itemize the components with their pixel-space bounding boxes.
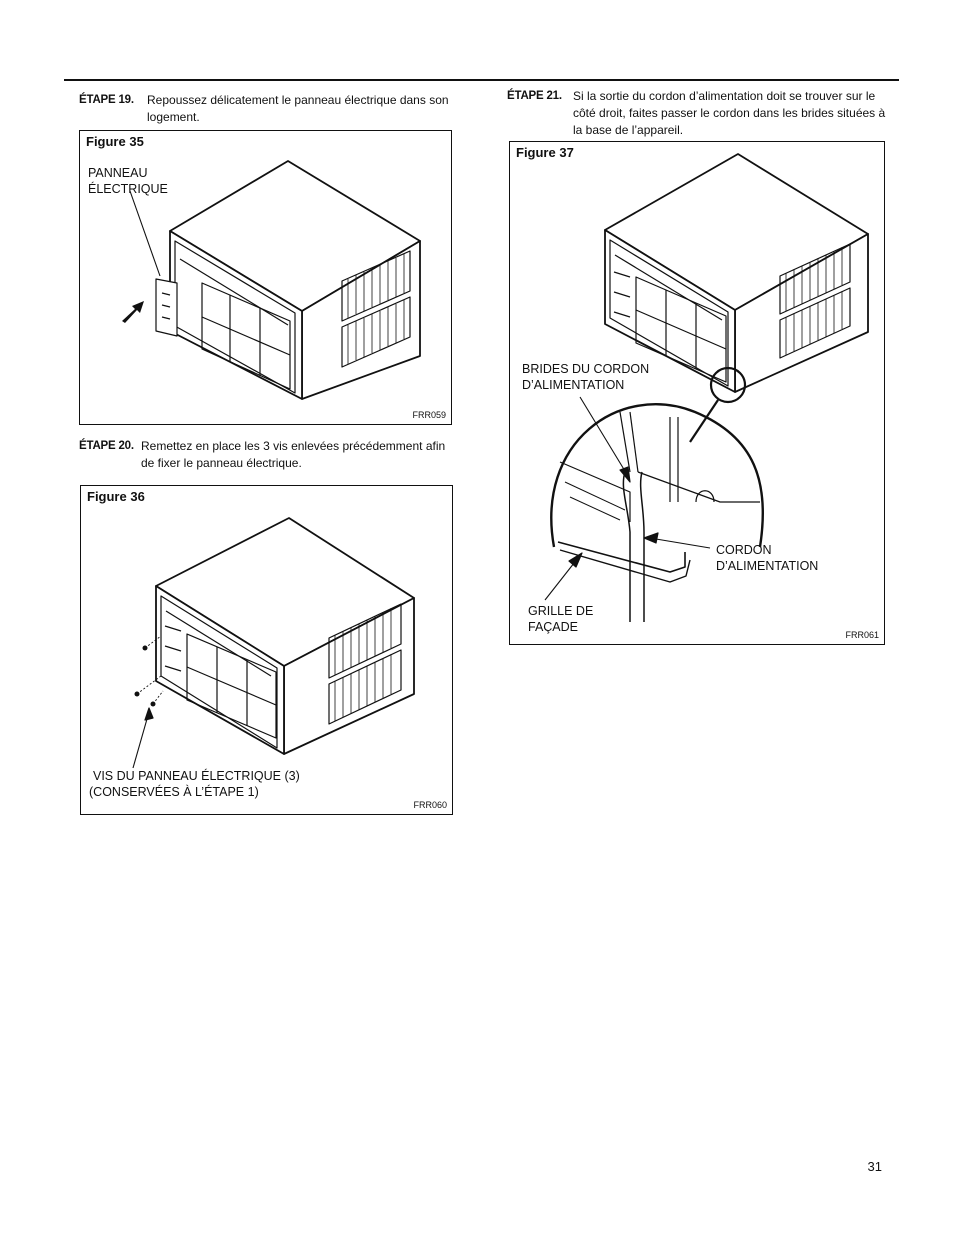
header-rule (64, 79, 899, 81)
figure-title: Figure 36 (87, 489, 145, 504)
callout-line: BRIDES DU CORDON (522, 362, 650, 376)
step-label: ÉTAPE 19. (79, 94, 134, 106)
unit-illustration (81, 486, 452, 814)
figure-code: FRR059 (412, 410, 446, 420)
page-number: 31 (867, 1159, 882, 1174)
figure-title: Figure 37 (516, 145, 574, 160)
step-19 (79, 92, 459, 128)
figure-35 (79, 130, 452, 425)
step-label: ÉTAPE 20. (79, 440, 134, 452)
callout-line: (CONSERVÉES À L’ÉTAPE 1) (89, 785, 259, 799)
callout-line: FAÇADE (528, 620, 579, 634)
callout-line: CORDON (716, 543, 772, 557)
callout-line: GRILLE DE (528, 604, 594, 618)
callout-grille (528, 603, 593, 635)
unit-illustration (510, 142, 884, 644)
step-text: Remettez en place les 3 vis enlevées précédemment afin de fixer le panneau électrique. (141, 439, 446, 470)
callout-line: VIS DU PANNEAU ÉLECTRIQUE (3) (93, 769, 300, 783)
figure-36 (80, 485, 453, 815)
step-20 (79, 438, 459, 474)
callout-vis (89, 768, 300, 800)
callout-brides (522, 361, 649, 393)
step-21 (507, 88, 887, 140)
callout-line: D’ALIMENTATION (716, 559, 819, 573)
callout-cordon (716, 542, 818, 574)
figure-code: FRR061 (845, 630, 879, 640)
callout-line: ÉLECTRIQUE (88, 182, 168, 196)
figure-37 (509, 141, 885, 645)
step-label: ÉTAPE 21. (507, 90, 562, 102)
callout-line: D’ALIMENTATION (522, 378, 625, 392)
step-text: Repoussez délicatement le panneau électrique dans son logement. (147, 93, 449, 124)
figure-code: FRR060 (413, 800, 447, 810)
figure-title: Figure 35 (86, 134, 144, 149)
step-text: Si la sortie du cordon d’alimentation doit se trouver sur le côté droit, faites passer le cordon dans les brides situées à la base de l’appareil. (573, 89, 886, 137)
callout-line: PANNEAU (88, 166, 148, 180)
callout-panneau (88, 165, 168, 197)
